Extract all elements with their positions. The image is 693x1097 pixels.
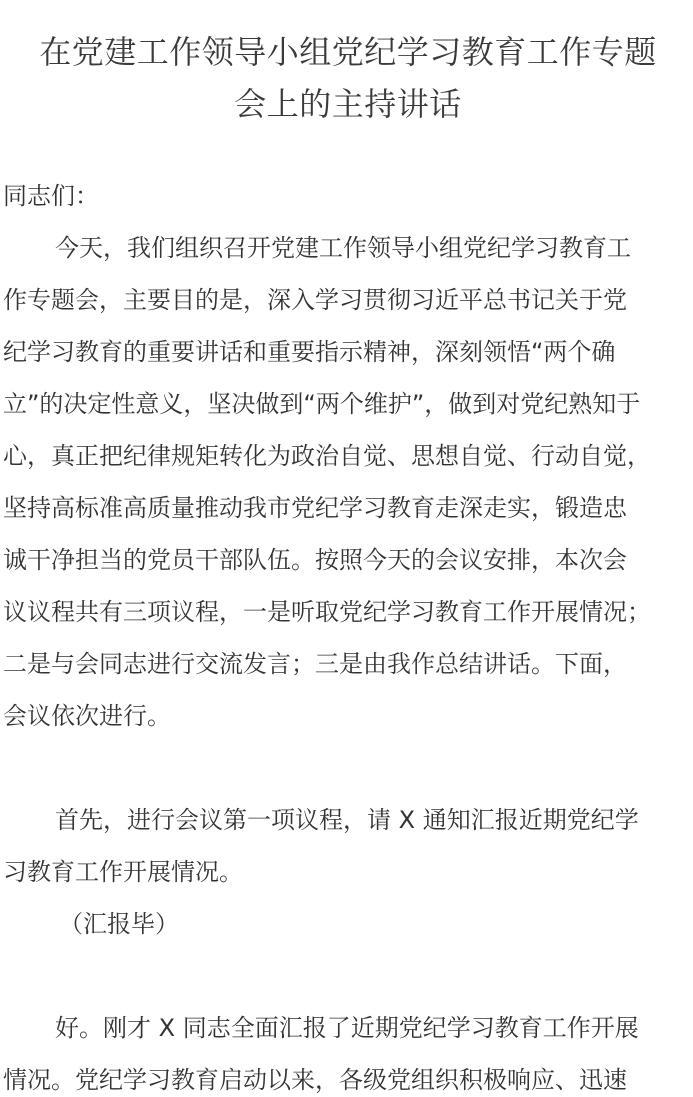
report-note: （汇报毕）: [59, 910, 179, 938]
greeting: 同志们：: [3, 182, 99, 210]
paragraph-line: 议议程共有三项议程，一是听取党纪学习教育工作开展情况；: [3, 598, 651, 626]
paragraph-line: 好。刚才 X 同志全面汇报了近期党纪学习教育工作开展: [55, 1014, 639, 1042]
paragraph-line: 诚干净担当的党员干部队伍。按照今天的会议安排，本次会: [3, 546, 627, 574]
paragraph-line: 情况。党纪学习教育启动以来，各级党组织积极响应、迅速: [3, 1066, 627, 1094]
paragraph-line: 二是与会同志进行交流发言；三是由我作总结讲话。下面，: [3, 650, 627, 678]
blank-line: [3, 742, 693, 794]
paragraph-line: 习教育工作开展情况。: [3, 858, 243, 886]
title-line-2: 会上的主持讲话: [234, 85, 462, 123]
paragraph-summary: [3, 1002, 693, 1097]
paragraph-line: 坚持高标准高质量推动我市党纪学习教育走深走实，锻造忠: [3, 494, 627, 522]
document-body: [3, 170, 693, 1097]
blank-line: [3, 950, 693, 1002]
paragraph-line: 首先，进行会议第一项议程，请 X 通知汇报近期党纪学: [55, 806, 639, 834]
document-title: [3, 26, 693, 130]
paragraph-line: 纪学习教育的重要讲话和重要指示精神，深刻领悟“两个确: [3, 338, 616, 366]
paragraph-line: 立”的决定性意义，坚决做到“两个维护”，做到对党纪熟知于: [3, 390, 641, 418]
paragraph-line: 会议依次进行。: [3, 702, 171, 730]
paragraph-agenda-one: [3, 794, 693, 898]
paragraph-line: 作专题会，主要目的是，深入学习贯彻习近平总书记关于党: [3, 286, 627, 314]
title-line-1: 在党建工作领导小组党纪学习教育工作专题: [39, 33, 657, 71]
paragraph-line: 今天，我们组织召开党建工作领导小组党纪学习教育工: [55, 234, 631, 262]
paragraph-opening: [3, 222, 693, 742]
paragraph-line: 心，真正把纪律规矩转化为政治自觉、思想自觉、行动自觉，: [3, 442, 651, 470]
